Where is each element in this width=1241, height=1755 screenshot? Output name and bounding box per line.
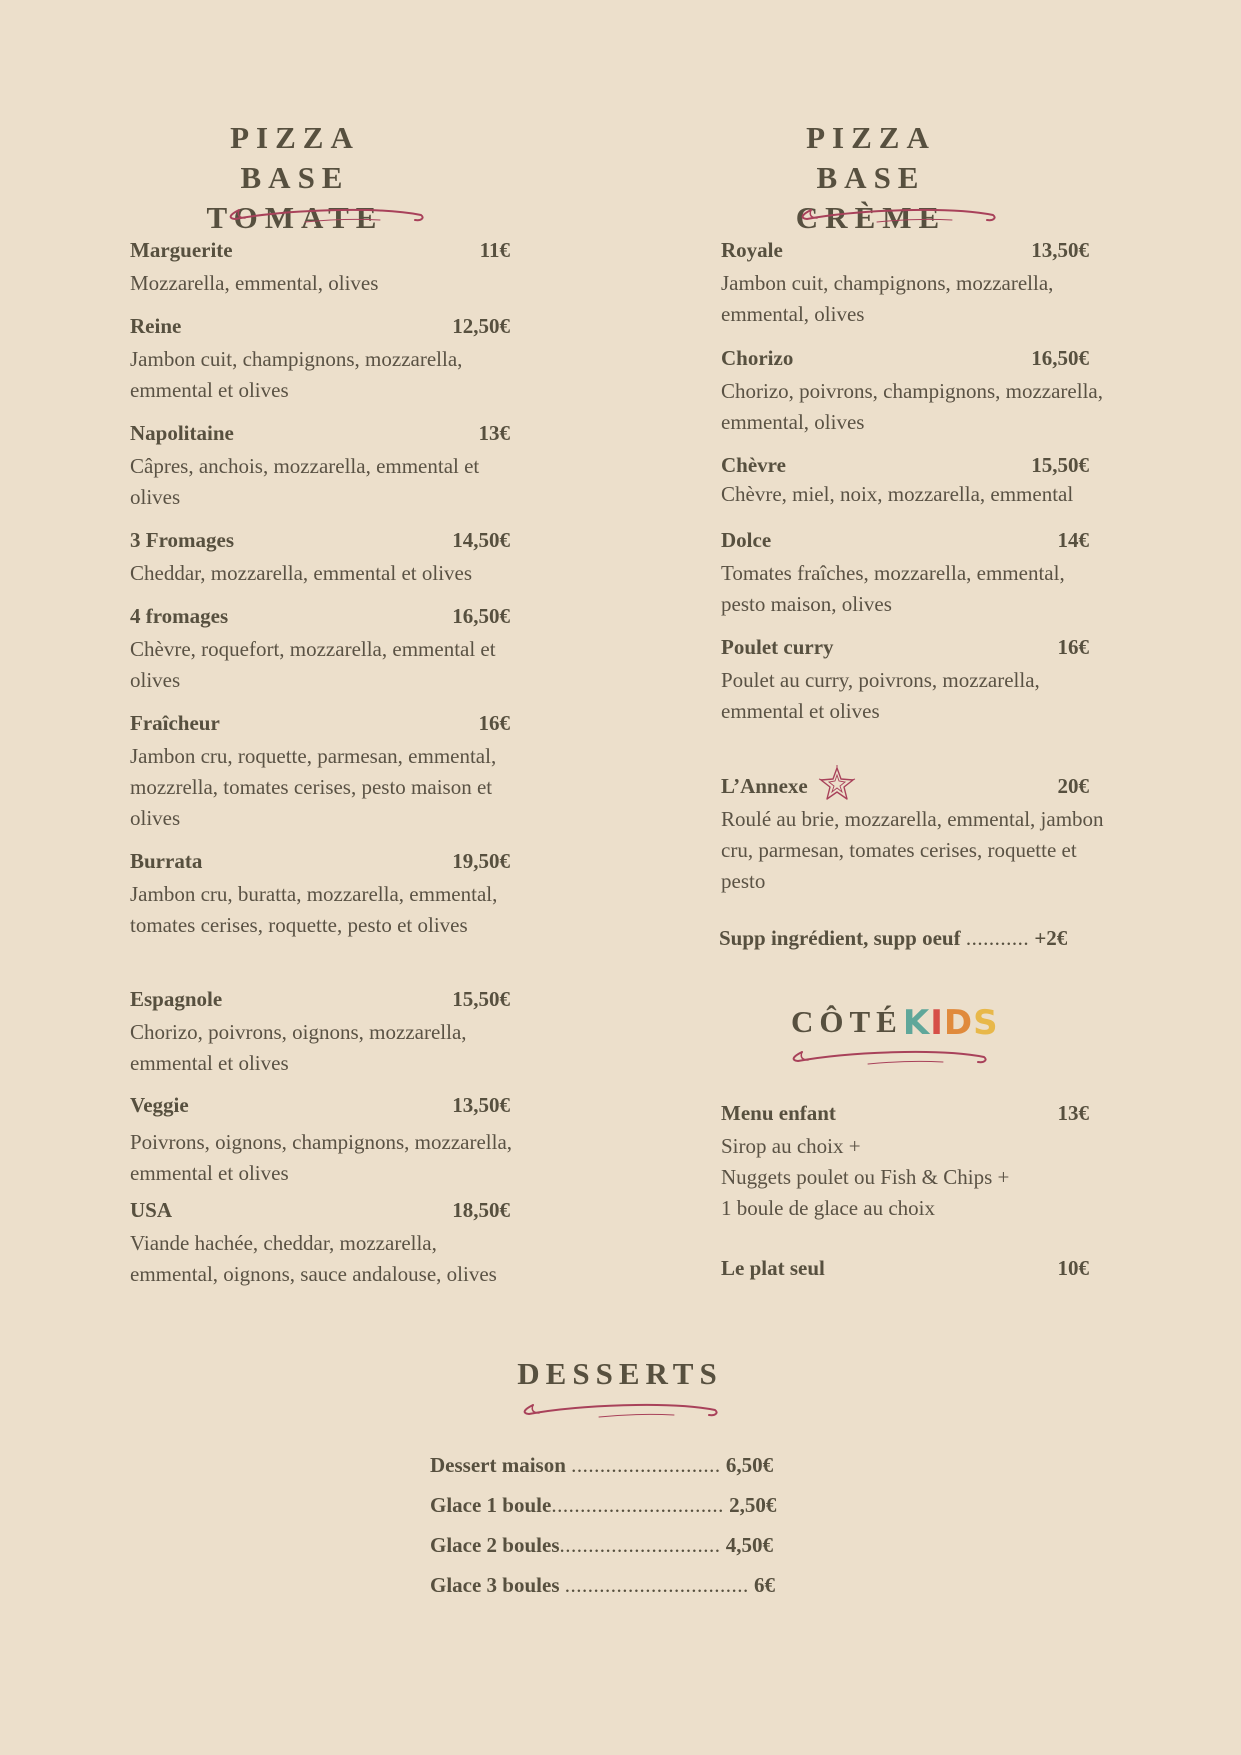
item-price: 18,50€ [452,1198,510,1222]
menu-item [130,604,520,696]
item-description: Jambon cru, roquette, parmesan, emmental, mozzrella, tomates cerises, pesto maison et olives [130,744,497,830]
creme-title-line1: PIZZA BASE [806,120,936,195]
item-name: Marguerite [130,238,233,262]
menu-item [130,1093,520,1189]
menu-item [130,987,520,1079]
dessert-name: Glace 3 boules [430,1573,560,1597]
star-badge-icon [818,765,856,803]
item-name: Burrata [130,849,203,873]
item-name: Menu enfant [721,1101,836,1125]
menu-item [130,421,520,513]
swash-underline-icon [225,202,430,226]
tomate-title-line2: TOMATE [206,200,384,235]
item-name: Chèvre [721,453,786,477]
kids-menu-line: Sirop au choix + [721,1134,861,1158]
item-description: Chèvre, miel, noix, mozzarella, emmental [721,482,1074,506]
supplement-line [719,926,1067,951]
supplement-dots: ........... [965,926,1030,950]
dessert-dots: .............................. [551,1493,724,1517]
dessert-item [430,1493,776,1518]
menu-item [721,635,1113,727]
item-description: Câpres, anchois, mozzarella, emmental et olives [130,454,480,509]
item-name: Dolce [721,528,772,552]
menu-item [130,528,520,589]
item-name: L’Annexe [721,774,808,798]
item-description: Mozzarella, emmental, olives [130,271,379,295]
item-price: 14€ [1057,528,1089,552]
kids-plat-item [721,1256,1113,1282]
item-name: Veggie [130,1093,189,1117]
item-price: 16,50€ [1031,346,1089,370]
item-price: 13,50€ [452,1093,510,1117]
item-description: Viande hachée, cheddar, mozzarella, emmental, oignons, sauce andalouse, olives [130,1231,497,1286]
dessert-dots: ............................ [559,1533,721,1557]
dessert-name: Dessert maison [430,1453,566,1477]
kids-letter: I [930,1003,944,1043]
dessert-dots: ................................ [564,1573,749,1597]
item-price: 16,50€ [452,604,510,628]
menu-item [130,238,520,299]
menu-item-featured [721,774,1113,897]
dessert-price: 6,50€ [725,1453,774,1477]
dessert-price: 4,50€ [725,1533,773,1557]
item-name: 3 Fromages [130,528,235,552]
kids-title-kids [903,1003,999,1043]
item-price: 13€ [1057,1101,1089,1125]
item-price: 15,50€ [452,987,510,1011]
kids-title-cote: CÔTÉ [791,1004,903,1039]
menu-item [721,238,1113,330]
item-description: Jambon cuit, champignons, mozzarella, emmental et olives [130,347,463,402]
item-price: 13€ [478,421,510,445]
item-price: 15,50€ [1031,453,1089,477]
swash-underline-icon [788,1044,993,1068]
item-name: 4 fromages [130,604,229,628]
kids-letter: S [973,1003,999,1043]
item-name: Royale [721,238,783,262]
menu-item [721,453,1113,510]
dessert-item [430,1533,773,1558]
item-description: Poivrons, oignons, champignons, mozzarella, emmental et olives [130,1130,513,1185]
item-price: 19,50€ [452,849,510,873]
menu-item [130,314,520,406]
item-description: Jambon cru, buratta, mozzarella, emmental, tomates cerises, roquette, pesto et olives [130,882,498,937]
dessert-dots: .......................... [571,1453,721,1477]
item-price: 16€ [478,711,510,735]
menu-item [130,711,520,834]
dessert-price: 6€ [754,1573,775,1597]
item-price: 10€ [1057,1256,1089,1280]
kids-letter: D [943,1003,974,1043]
dessert-price: 2,50€ [729,1493,777,1517]
creme-title-line2: CRÈME [795,200,947,235]
item-price: 13,50€ [1031,238,1089,262]
item-name: Espagnole [130,987,223,1011]
item-description: Chorizo, poivrons, oignons, mozzarella, emmental et olives [130,1020,467,1075]
kids-menu-line: Nuggets poulet ou Fish & Chips + [721,1165,1010,1189]
dessert-name: Glace 1 boule [430,1493,552,1517]
item-name: Napolitaine [130,421,234,445]
item-price: 11€ [479,238,510,262]
item-description: Tomates fraîches, mozzarella, emmental, pesto maison, olives [721,561,1065,616]
item-description [721,1131,1113,1224]
swash-underline-icon [797,202,1002,226]
item-name: USA [130,1198,173,1222]
item-price: 12,50€ [452,314,510,338]
item-name: Reine [130,314,182,338]
item-description: Jambon cuit, champignons, mozzarella, emmental, olives [721,271,1054,326]
item-price: 20€ [1057,774,1089,798]
item-description: Chèvre, roquefort, mozzarella, emmental et olives [130,637,496,692]
item-description: Chorizo, poivrons, champignons, mozzarella, emmental, olives [721,379,1103,434]
item-price: 14,50€ [452,528,510,552]
supplement-label: Supp ingrédient, supp oeuf [719,926,961,950]
kids-letter: K [902,1003,931,1043]
tomate-title-line1: PIZZA BASE [230,120,360,195]
item-name: Le plat seul [721,1256,825,1280]
menu-item [721,528,1113,620]
swash-underline-icon [519,1397,724,1421]
dessert-item [430,1453,773,1478]
item-name: Poulet curry [721,635,834,659]
desserts-title: DESSERTS [517,1356,723,1391]
dessert-name: Glace 2 boules [430,1533,560,1557]
menu-item [721,346,1113,438]
menu-item [130,849,520,941]
item-description: Poulet au curry, poivrons, mozzarella, emmental et olives [721,668,1040,723]
item-name: Fraîcheur [130,711,220,735]
item-name: Chorizo [721,346,794,370]
kids-menu-item [721,1101,1113,1224]
supplement-price: +2€ [1034,926,1068,950]
dessert-item [430,1573,775,1598]
menu-item [130,1198,520,1290]
item-price: 16€ [1057,635,1089,659]
item-description: Roulé au brie, mozzarella, emmental, jambon cru, parmesan, tomates cerises, roquette et pesto [721,807,1104,893]
kids-title [791,1002,1011,1043]
item-description: Cheddar, mozzarella, emmental et olives [130,561,473,585]
kids-menu-line: 1 boule de glace au choix [721,1196,935,1220]
